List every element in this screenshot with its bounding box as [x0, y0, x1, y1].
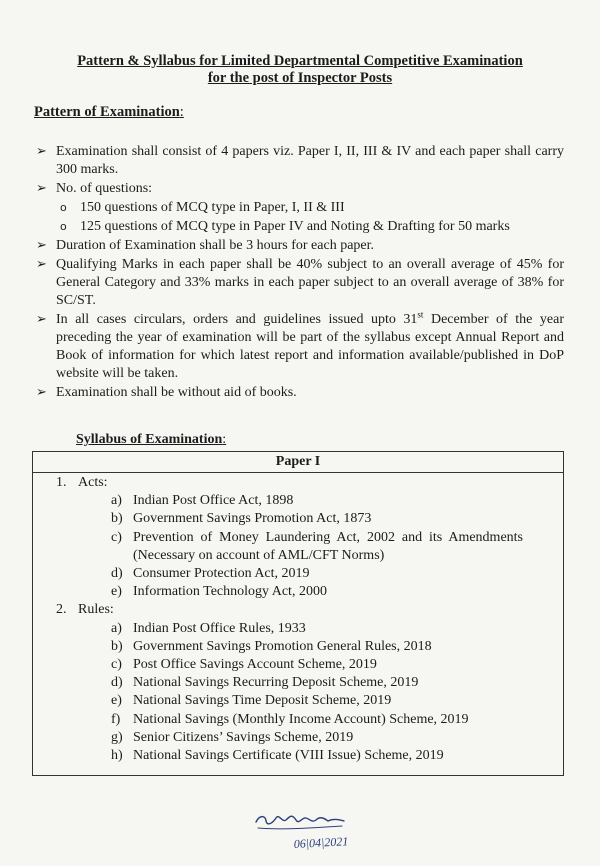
list-item: c) Prevention of Money Laundering Act, 2002 and its Amendments (Necessary on account of AML/CFT Norms) — [111, 529, 523, 563]
title-line-2: for the post of Inspector Posts — [207, 70, 393, 86]
list-item: e) Information Technology Act, 2000 — [111, 584, 327, 600]
list-item: ➢ No. of questions: — [36, 181, 153, 196]
arrow-bullet-icon: ➢ — [36, 181, 47, 196]
document-title — [0, 53, 600, 87]
title-line-1: Pattern & Syllabus for Limited Departmental Competitive Examination — [77, 53, 523, 69]
paper-title: Paper I — [33, 452, 563, 473]
arrow-bullet-icon: ➢ — [36, 257, 47, 272]
sub-list-item: o 125 questions of MCQ type in Paper IV and Noting & Drafting for 50 marks — [60, 219, 510, 234]
syllabus-heading: Syllabus of Examination: — [76, 432, 227, 447]
signature-underline — [258, 826, 342, 829]
circle-bullet-icon: o — [60, 201, 67, 214]
arrow-bullet-icon: ➢ — [36, 312, 47, 327]
rules-group: 2. Rules: a) Indian Post Office Rules, 1933 b) Government Savings Promotion General Rules, 2018 c) Post Office Savings Account Scheme, 2019 d) National Savings Recurring Deposit Scheme, 2019 e) National Savings Time Deposit Scheme, 2019 f) National Savings (Monthly Income Account) Scheme, 2019 g) Senior Citizens’ Savings Scheme, 2019 h) National Savings Certificate (VIII Issue) Scheme, 2019 — [33, 601, 563, 765]
list-item: d) National Savings Recurring Deposit Scheme, 2019 — [111, 675, 419, 691]
acts-group: 1. Acts: a) Indian Post Office Act, 1898 b) Government Savings Promotion Act, 1873 c) Prevention of Money Laundering Act, 2002 and its Amendments (Necessary on account of AML/CFT Norms) d) Consumer Protection Act, 2019 e) Information Technology Act, 2000 — [33, 474, 563, 601]
list-item: b) Government Savings Promotion Act, 1873 — [111, 511, 372, 527]
list-item: ➢ Examination shall be without aid of books. — [36, 385, 297, 400]
signature-date: 06|04|2021 — [293, 834, 349, 851]
list-item: g) Senior Citizens’ Savings Scheme, 2019 — [111, 729, 354, 745]
list-item: f) National Savings (Monthly Income Account) Scheme, 2019 — [111, 711, 469, 727]
handwritten-signature — [252, 808, 392, 858]
syllabus-body — [33, 473, 563, 765]
pattern-heading: Pattern of Examination: — [34, 104, 184, 120]
list-item: ➢ In all cases circulars, orders and guidelines issued upto 31st December of the year preceding the year of examination will be part of the syllabus except Annual Report and Book of information for which latest report and information available/published in DoP website will be taken. — [36, 309, 564, 381]
arrow-bullet-icon: ➢ — [36, 385, 47, 400]
sub-list-item: o 150 questions of MCQ type in Paper, I, II & III — [60, 200, 345, 215]
list-item: ➢ Examination shall consist of 4 papers viz. Paper I, II, III & IV and each paper shall carry 300 marks. — [36, 144, 564, 177]
arrow-bullet-icon: ➢ — [36, 144, 47, 159]
list-item: a) Indian Post Office Rules, 1933 — [111, 620, 306, 636]
list-item: d) Consumer Protection Act, 2019 — [111, 566, 310, 582]
list-item: ➢ Qualifying Marks in each paper shall be 40% subject to an overall average of 45% for General Category and 33% marks in each paper subject to an overall average of 38% for SC/ST. — [36, 257, 564, 308]
syllabus-table — [32, 451, 564, 776]
list-item: a) Indian Post Office Act, 1898 — [111, 493, 294, 509]
pattern-list — [32, 143, 564, 403]
list-item: b) Government Savings Promotion General Rules, 2018 — [111, 638, 432, 654]
list-item: e) National Savings Time Deposit Scheme, 2019 — [111, 693, 392, 709]
arrow-bullet-icon: ➢ — [36, 238, 47, 253]
list-item: ➢ Duration of Examination shall be 3 hours for each paper. — [36, 238, 375, 253]
circle-bullet-icon: o — [60, 220, 67, 233]
list-item: h) National Savings Certificate (VIII Issue) Scheme, 2019 — [111, 748, 444, 764]
list-item: c) Post Office Savings Account Scheme, 2019 — [111, 657, 377, 673]
signature-stroke — [256, 816, 344, 824]
